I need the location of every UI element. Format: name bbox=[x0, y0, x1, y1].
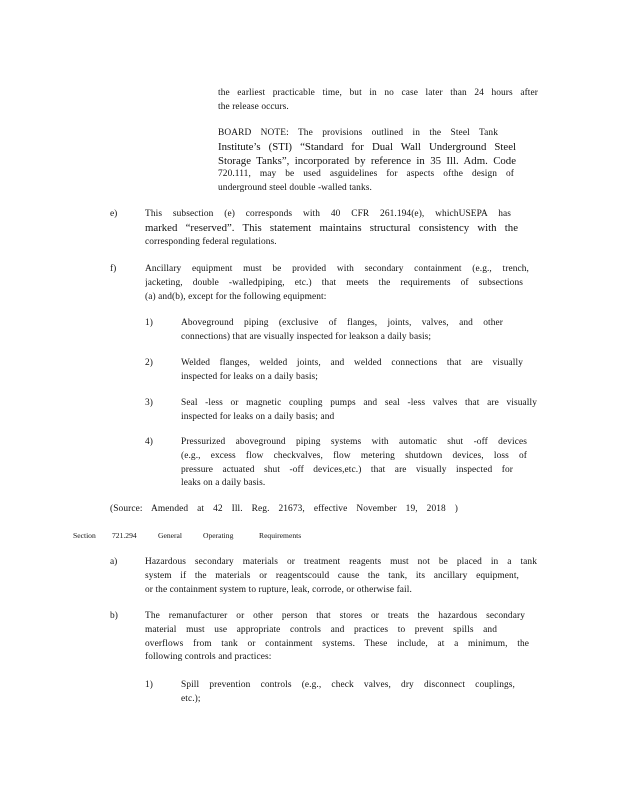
text-line: marked “reserved”. This statement maintains structural consistency with the bbox=[145, 221, 518, 234]
text-line: material must use appropriate controls and practices to prevent spills and bbox=[145, 624, 497, 635]
text-line: pressure actuated shut -off devices,etc.) that are visually inspected for bbox=[181, 464, 513, 475]
source-note bbox=[110, 503, 458, 517]
section-title-word: General bbox=[158, 531, 183, 540]
subsection-b-label: b) bbox=[110, 611, 118, 621]
text-line: Spill prevention controls (e.g., check valves, dry disconnect couplings, bbox=[181, 680, 515, 690]
subsection-e-text bbox=[145, 208, 518, 249]
text-line: Storage Tanks”, incorporated by reference in 35 Ill. Adm. Code bbox=[218, 154, 516, 167]
text-line: the earliest practicable time, but in no case later than 24 hours after bbox=[218, 88, 538, 98]
text-line: overflows from tank or containment systems. These include, at a minimum, the bbox=[145, 638, 529, 649]
text-line: corresponding federal regulations. bbox=[145, 236, 277, 247]
subsection-b-text bbox=[145, 610, 529, 665]
item-1-text bbox=[181, 317, 503, 345]
item-4-label: 4) bbox=[145, 437, 153, 447]
item-4-text bbox=[181, 436, 527, 491]
text-line: Ancillary equipment must be provided with secondary containment (e.g., trench, bbox=[145, 264, 529, 274]
text-line: The remanufacturer or other person that stores or treats the hazardous secondary bbox=[145, 611, 525, 621]
text-line: Institute’s (STI) “Standard for Dual Wall Underground Steel bbox=[218, 140, 516, 153]
section-title-word: Requirements bbox=[259, 531, 302, 540]
text-line: (a) and(b), except for the following equipment: bbox=[145, 291, 327, 302]
text-line: connections) that are visually inspected for leakson a daily basis; bbox=[181, 331, 432, 342]
item-3-label: 3) bbox=[145, 398, 153, 408]
text-line: (Source: Amended at 42 Ill. Reg. 21673, effective November 19, 2018 ) bbox=[110, 504, 458, 514]
text-line: leaks on a daily basis. bbox=[181, 478, 266, 489]
item-b1-label: 1) bbox=[145, 680, 153, 690]
text-line: Welded flanges, welded joints, and welded connections that are visually bbox=[181, 358, 523, 368]
text-line: inspected for leaks on a daily basis; and bbox=[181, 411, 335, 422]
subsection-f-text bbox=[145, 263, 529, 304]
text-line: Seal -less or magnetic coupling pumps and seal -less valves that are visually bbox=[181, 398, 537, 408]
text-line: system if the materials or reagentscould cause the tank, its ancillary equipment, bbox=[145, 570, 519, 581]
text-line: following controls and practices: bbox=[145, 652, 272, 663]
subsection-a-text bbox=[145, 556, 537, 597]
text-line: etc.); bbox=[181, 693, 201, 704]
item-1-label: 1) bbox=[145, 318, 153, 328]
section-title-word: Operating bbox=[203, 531, 234, 540]
subsection-e-label: e) bbox=[110, 209, 118, 219]
text-line: or the containment system to rupture, leak, corrode, or otherwise fail. bbox=[145, 584, 412, 595]
section-number: 721.294 bbox=[112, 531, 137, 540]
text-line: jacketing, double -walledpiping, etc.) that meets the requirements of subsections bbox=[145, 277, 523, 288]
text-line: Hazardous secondary materials or treatment reagents must not be placed in a tank bbox=[145, 557, 537, 567]
section-word: Section bbox=[73, 531, 96, 540]
text-line: This subsection (e) corresponds with 40 CFR 261.194(e), whichUSEPA has bbox=[145, 209, 511, 219]
text-line: (e.g., excess flow checkvalves, flow metering shutdown devices, loss of bbox=[181, 450, 527, 461]
text-line: 720.111, may be used asguidelines for aspects ofthe design of bbox=[218, 169, 514, 180]
text-line: inspected for leaks on a daily basis; bbox=[181, 371, 318, 382]
text-line: Aboveground piping (exclusive of flanges, joints, valves, and other bbox=[181, 318, 503, 328]
subsection-f-label: f) bbox=[110, 264, 117, 274]
continued-paragraph bbox=[218, 87, 538, 115]
item-b1-text bbox=[181, 679, 515, 707]
text-line: underground steel double -walled tanks. bbox=[218, 183, 372, 194]
board-note bbox=[218, 127, 516, 196]
text-line: Pressurized aboveground piping systems with automatic shut -off devices bbox=[181, 437, 527, 447]
section-heading bbox=[73, 529, 373, 543]
subsection-a-label: a) bbox=[110, 557, 118, 567]
item-3-text bbox=[181, 397, 537, 425]
item-2-label: 2) bbox=[145, 358, 153, 368]
text-line: BOARD NOTE: The provisions outlined in the Steel Tank bbox=[218, 128, 498, 138]
item-2-text bbox=[181, 357, 523, 385]
text-line: the release occurs. bbox=[218, 101, 289, 112]
